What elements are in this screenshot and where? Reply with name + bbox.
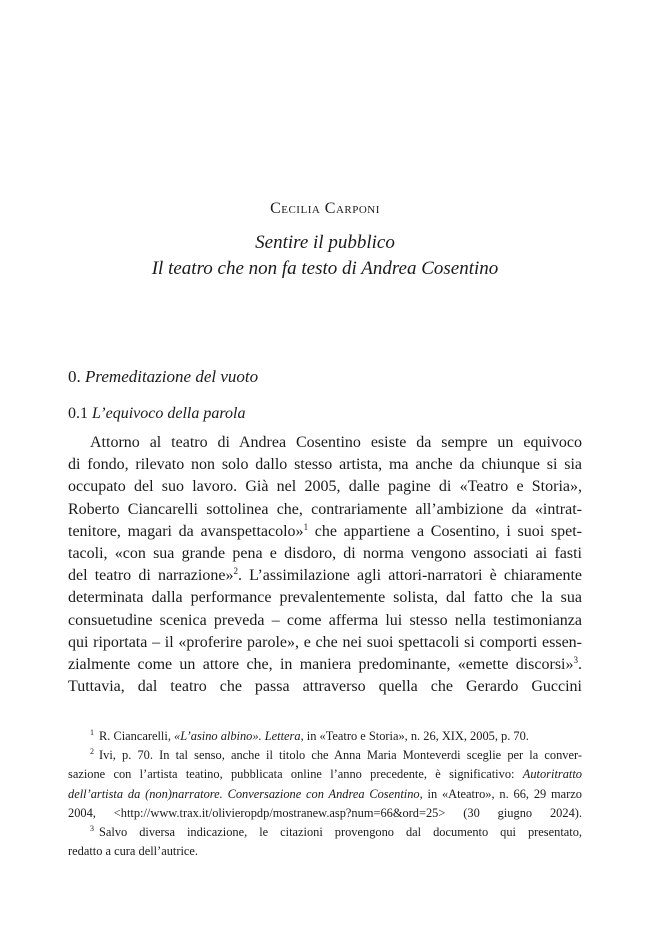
footnote-text: R. Ciancarelli, xyxy=(99,729,175,743)
section-heading xyxy=(68,367,258,387)
text-line xyxy=(68,654,582,676)
subsection-title: L’equivoco della parola xyxy=(92,405,246,422)
footnote-text: , in «Teatro e Storia», n. 26, XIX, 2005, p. 70. xyxy=(300,729,529,743)
text-line: Roberto Ciancarelli sottolinea che, contrariamente all’ambizione da «intrat- xyxy=(68,500,582,518)
text-line: determinata dalla performance prevalentemente solista, dal fatto che la sua xyxy=(68,589,582,607)
text-line: Attorno al teatro di Andrea Cosentino esiste da sempre un equivoco xyxy=(90,434,582,451)
footnote-text: Ivi, p. 70. In tal senso, anche il titolo che Anna Maria Monteverdi sceglie per la conver- xyxy=(99,748,582,763)
footnote-text: , in «Ateatro», n. 66, 29 marzo xyxy=(419,786,582,801)
body-paragraph xyxy=(68,432,582,698)
text-line: di fondo, rilevato non solo dallo stesso artista, ma anche da chiunque si sia xyxy=(68,456,582,474)
footnote-2 xyxy=(68,746,582,765)
footnote-text: sazione con l’artista teatino, pubblicata online l’anno precedente, è significativo: xyxy=(68,767,523,782)
footnote-3 xyxy=(68,823,582,842)
subsection-number: 0.1 xyxy=(68,405,88,422)
text-line xyxy=(68,521,582,543)
chapter-author: Cecilia Carponi xyxy=(270,200,380,217)
text-segment: zialmente come un attore che, in maniera predominante, «emette discorsi» xyxy=(68,656,574,674)
text-line xyxy=(68,565,582,587)
footnote-ref-2: 2 xyxy=(233,566,238,577)
footnote-number: 1 xyxy=(90,728,94,737)
section-title: Premeditazione del vuoto xyxy=(85,367,259,386)
footnote-text: Salvo diversa indicazione, le citazioni provengono dal documento qui presentato, xyxy=(99,825,582,840)
chapter-title: Sentire il pubblico xyxy=(255,232,395,253)
footnotes xyxy=(68,727,582,861)
text-line: tacoli, «con sua grande pena e disdoro, di norma vengono associati ai fasti xyxy=(68,545,582,563)
chapter-subtitle: Il teatro che non fa testo di Andrea Cosentino xyxy=(151,258,499,279)
footnote-number: 3 xyxy=(90,824,94,834)
footnote-number: 2 xyxy=(90,747,94,757)
footnote-text: redatto a cura dell’autrice. xyxy=(68,844,199,859)
text-segment: tenitore, magari da avanspettacolo» xyxy=(68,522,304,540)
footnote-ref-1: 1 xyxy=(303,521,309,532)
footnote-2-line xyxy=(68,765,582,784)
section-number: 0. xyxy=(68,367,81,386)
text-segment: . xyxy=(578,656,582,674)
text-segment: che appartiene a Cosentino, i suoi spet- xyxy=(308,522,582,540)
text-segment: del teatro di narrazione» xyxy=(68,567,234,585)
footnote-work-title: «L’asino albino». Lettera xyxy=(174,729,301,743)
footnote-text: 2004, <http://www.trax.it/olivieropdp/mostranew.asp?num=66&ord=25> (30 giugno 2024). xyxy=(68,805,582,820)
footnote-2-line xyxy=(68,804,582,823)
text-line: qui riportata – il «proferire parole», e che nei suoi spettacoli si comporti essen- xyxy=(68,633,582,651)
footnote-ref-3: 3 xyxy=(573,655,578,666)
footnote-1 xyxy=(68,727,582,746)
subsection-heading xyxy=(68,405,245,423)
footnote-3-line xyxy=(68,842,582,861)
text-line: occupato del suo lavoro. Già nel 2005, dalle pagine di «Teatro e Storia», xyxy=(68,478,582,496)
text-line: Tuttavia, dal teatro che passa attraverso quella che Gerardo Guccini xyxy=(68,678,582,696)
footnote-work-title: Autoritratto xyxy=(522,767,582,782)
footnote-2-line xyxy=(68,785,582,804)
text-segment: . L’assimilazione agli attori-narratori è chiaramente xyxy=(237,567,583,585)
text-line: consuetudine scenica preveda – come afferma lui stesso nella testimonianza xyxy=(68,611,582,629)
footnote-work-title: dell’artista da (non)narratore. Conversazione con Andrea Cosentino xyxy=(68,786,420,801)
